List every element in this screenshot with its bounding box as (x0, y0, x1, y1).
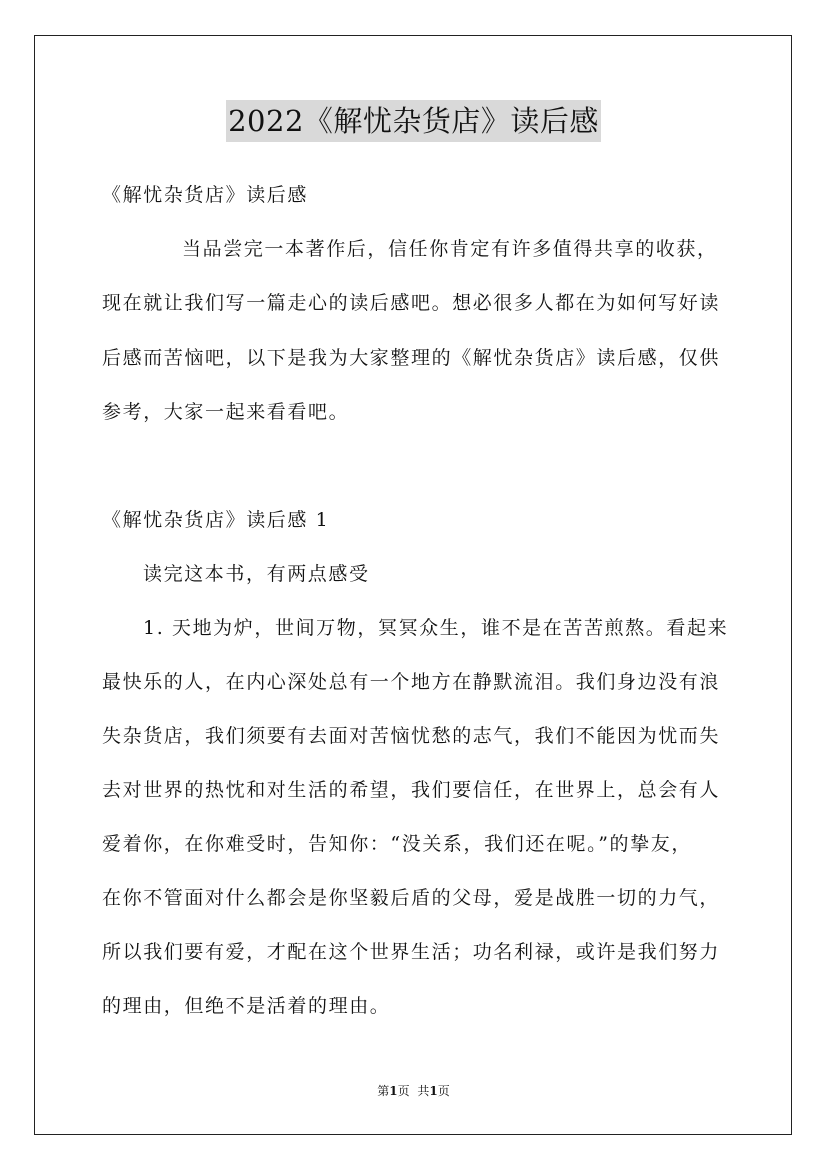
footer-page-number: 1 (389, 1084, 398, 1098)
section-line-5: 爱着你，在你难受时，告知你：“没关系，我们还在呢。”的挚友， (102, 833, 692, 855)
section-line-4: 去对世界的热忱和对生活的希望，我们要信任，在世界上，总会有人 (102, 779, 721, 801)
footer-total-number: 1 (429, 1084, 438, 1098)
section-line-6: 在你不管面对什么都会是你坚毅后盾的父母，爱是战胜一切的力气， (102, 887, 721, 909)
footer-page-suffix: 页 (397, 1084, 410, 1098)
document-title (0, 100, 827, 142)
document-title-text: 2022《解忧杂货店》读后感 (226, 100, 601, 142)
intro-heading: 《解忧杂货店》读后感 (102, 184, 309, 206)
intro-line-2: 现在就让我们写一篇走心的读后感吧。想必很多人都在为如何写好读 (102, 292, 721, 314)
intro-line-1: 当品尝完一本著作后，信任你肯定有许多值得共享的收获， (182, 238, 718, 260)
footer-page-prefix: 第 (377, 1084, 390, 1098)
section-line-8: 的理由，但绝不是活着的理由。 (102, 995, 391, 1017)
section-heading: 《解忧杂货店》读后感 1 (102, 509, 330, 531)
section-line-7: 所以我们要有爱，才配在这个世界生活；功名利禄，或许是我们努力 (102, 941, 721, 963)
section-lead: 读完这本书，有两点感受 (143, 563, 370, 585)
page-footer (0, 1083, 827, 1099)
intro-line-4: 参考，大家一起来看看吧。 (102, 401, 350, 423)
footer-total-prefix: 共 (417, 1084, 430, 1098)
section-line-3: 失杂货店，我们须要有去面对苦恼忧愁的志气，我们不能因为忧而失 (102, 725, 721, 747)
intro-line-3: 后感而苦恼吧，以下是我为大家整理的《解忧杂货店》读后感，仅供 (102, 347, 721, 369)
section-line-1: 1. 天地为炉，世间万物，冥冥众生，谁不是在苦苦煎熬。看起来 (143, 617, 729, 639)
footer-total-suffix: 页 (437, 1084, 450, 1098)
section-line-2: 最快乐的人，在内心深处总有一个地方在静默流泪。我们身边没有浪 (102, 671, 721, 693)
